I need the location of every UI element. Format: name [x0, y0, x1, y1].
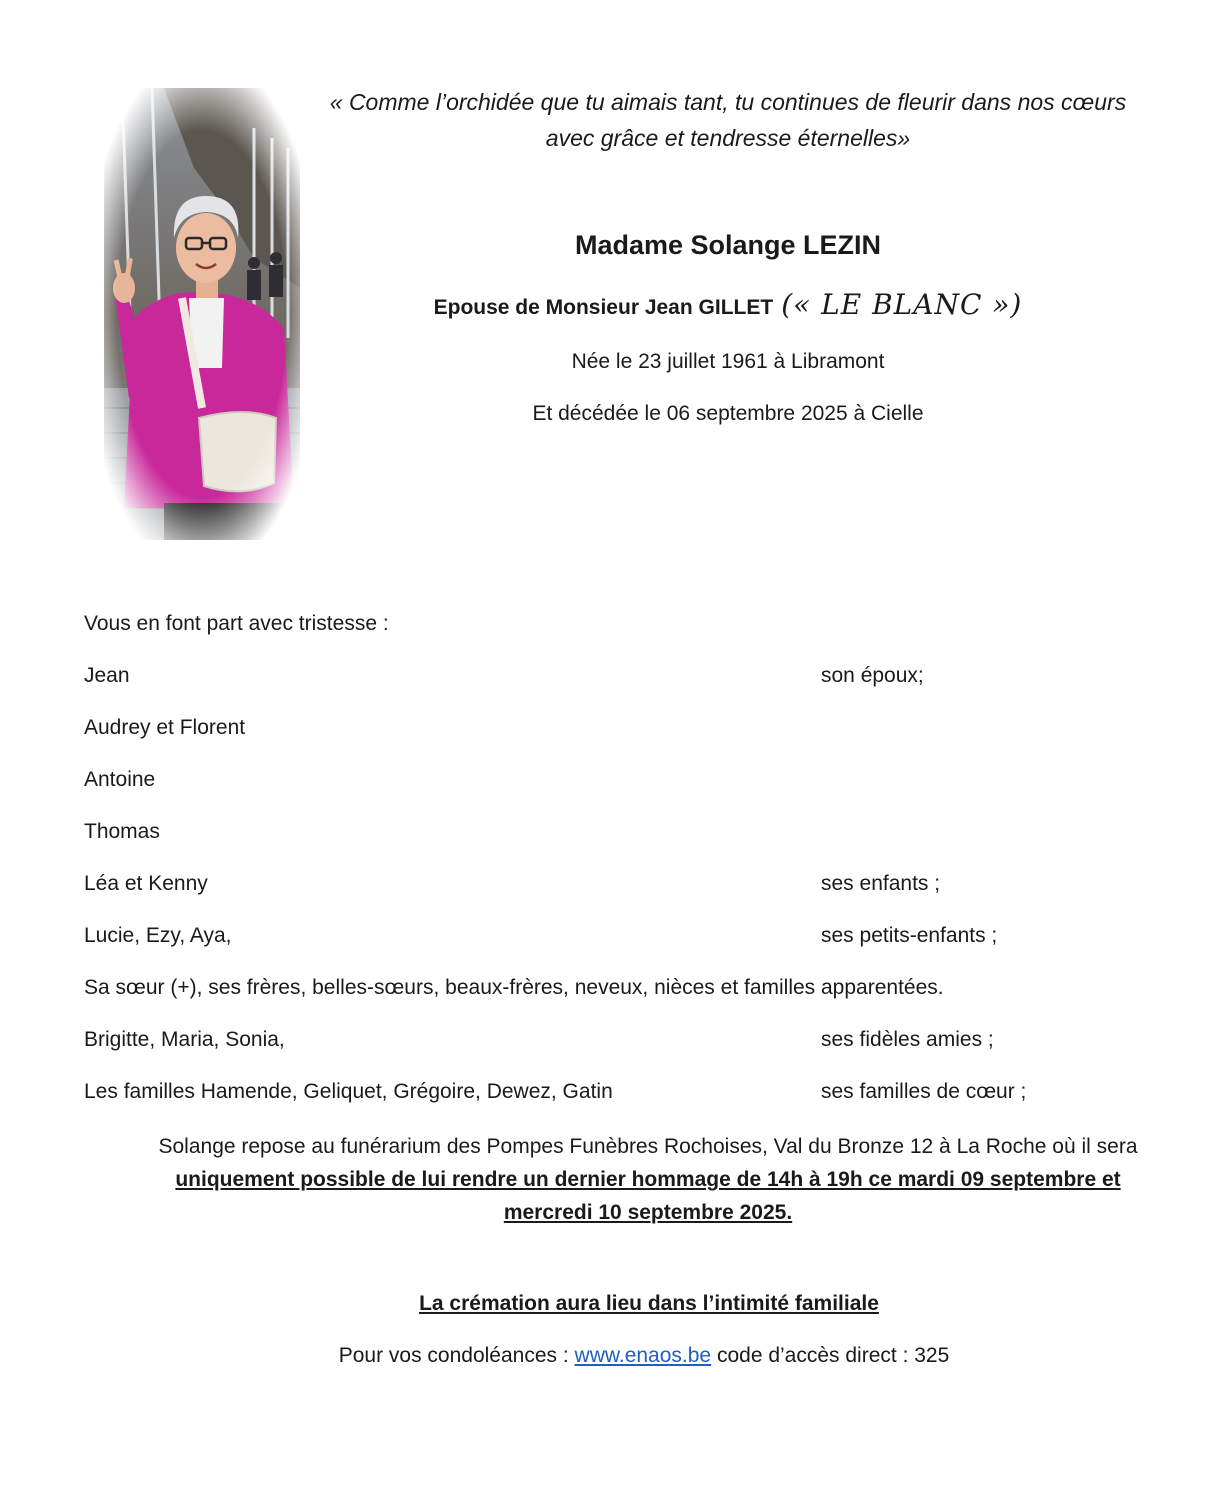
family-member: Sa sœur (+), ses frères, belles-sœurs, beaux-frères, neveux, nièces et familles apparentées. — [84, 976, 944, 999]
condolences-link[interactable]: www.enaos.be — [574, 1344, 712, 1367]
family-member: Audrey et Florent — [84, 716, 246, 739]
family-relation: ses fidèles amies ; — [821, 1028, 994, 1051]
family-member: Jean — [84, 664, 130, 687]
family-relation: ses familles de cœur ; — [821, 1080, 1027, 1103]
family-row — [84, 1076, 1144, 1128]
repose-text: Solange repose au funérarium des Pompes Funèbres Rochoises, Val du Bronze 12 à La Roche où il sera — [158, 1135, 1138, 1158]
death-line: Et décédée le 06 septembre 2025 à Cielle — [532, 402, 924, 425]
family-relation: ses petits-enfants ; — [821, 924, 998, 947]
cremation-notice: La crémation aura lieu dans l’intimité familiale — [419, 1292, 879, 1315]
family-member: Brigitte, Maria, Sonia, — [84, 1028, 285, 1051]
family-row — [84, 764, 1144, 816]
condolences-line — [84, 1344, 1204, 1368]
family-row — [84, 816, 1144, 868]
family-member: Léa et Kenny — [84, 872, 208, 895]
family-relation: son époux; — [821, 664, 924, 687]
family-intro: Vous en font part avec tristesse : — [84, 612, 389, 635]
family-member: Les familles Hamende, Geliquet, Grégoire, Dewez, Gatin — [84, 1080, 613, 1103]
spouse-nickname: (« LE BLANC ») — [781, 288, 1023, 321]
family-intro-row — [84, 608, 1144, 660]
spouse-line — [320, 288, 1136, 321]
family-row — [84, 868, 1144, 920]
deceased-name: Madame Solange LEZIN — [574, 230, 882, 260]
birth-line: Née le 23 juillet 1961 à Libramont — [571, 350, 885, 373]
repose-emphasis: uniquement possible de lui rendre un dernier hommage de 14h à 19h ce mardi 09 septembre et mercredi 10 septembre 2025. — [175, 1168, 1121, 1224]
family-member: Thomas — [84, 820, 160, 843]
family-relation: ses enfants ; — [821, 872, 941, 895]
family-row — [84, 972, 1144, 1024]
family-row — [84, 660, 1144, 712]
family-row — [84, 1024, 1144, 1076]
family-row — [84, 712, 1144, 764]
family-row — [84, 920, 1144, 972]
family-member: Antoine — [84, 768, 156, 791]
family-list — [84, 608, 1144, 1128]
family-member: Lucie, Ezy, Aya, — [84, 924, 232, 947]
memorial-quote: « Comme l’orchidée que tu aimais tant, tu continues de fleurir dans nos cœurs avec grâce et tendresse éternelles» — [329, 89, 1127, 151]
condolences-suffix: code d’accès direct : 325 — [716, 1344, 950, 1367]
condolences-prefix: Pour vos condoléances : — [338, 1344, 569, 1367]
portrait-photo — [104, 88, 300, 540]
spouse-prefix: Epouse de Monsieur Jean GILLET — [433, 296, 774, 319]
repose-paragraph — [150, 1130, 1146, 1229]
